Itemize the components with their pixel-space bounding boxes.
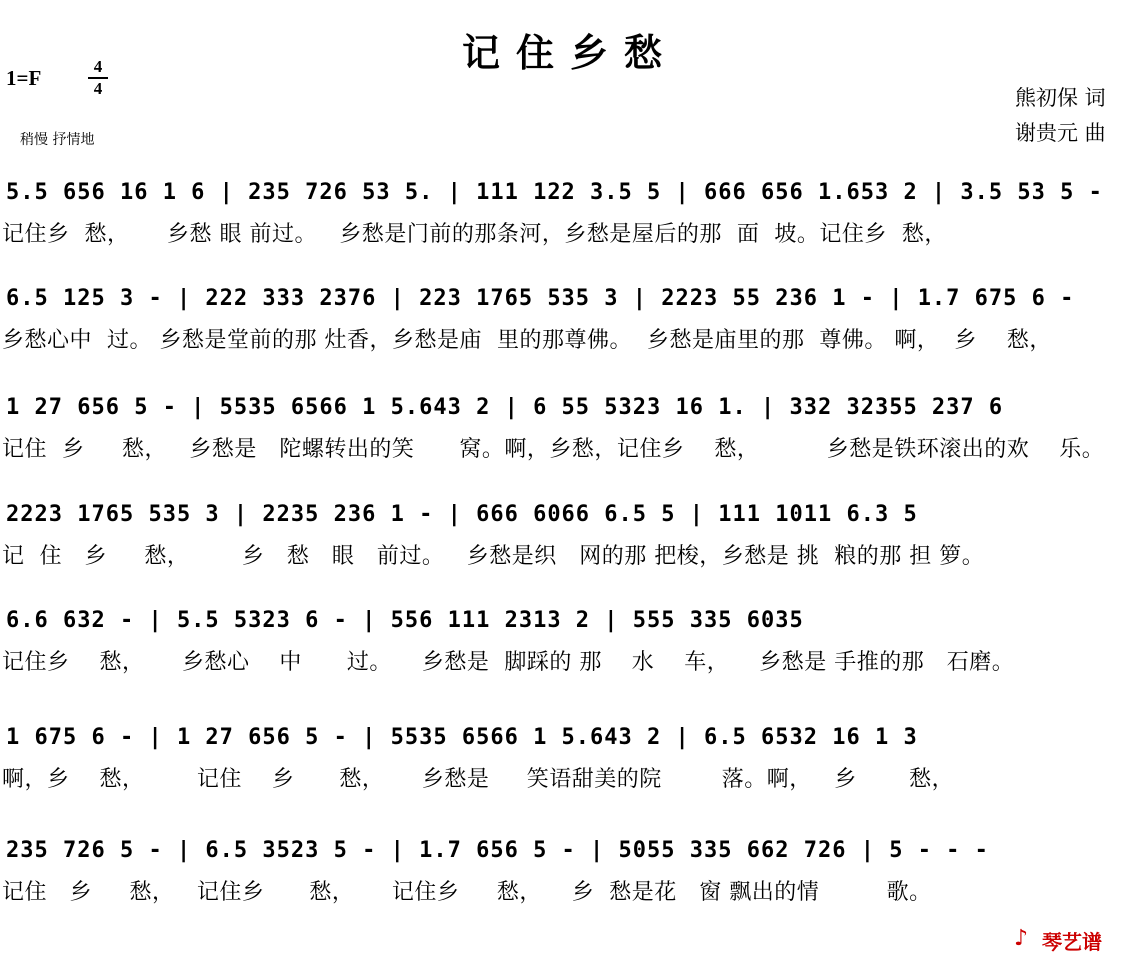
lyrics-row-7: 记住 乡 愁， 记住乡 愁， 记住乡 愁， 乡 愁是花 窗 飘出的情 歌。 (2, 880, 932, 905)
notes-row-1: 5.5 656 16 1 6 | 235 726 53 5. | 111 122 3.5 5 | 666 656 1.653 2 | 3.5 53 5 - (6, 180, 1103, 205)
song-title: 记住乡愁 (461, 31, 678, 75)
time-signature (88, 58, 108, 98)
time-signature-top: 4 (93, 57, 103, 76)
lyricist-credit: 熊初保 词 (1015, 86, 1106, 110)
tempo-marking: 稍慢 抒情地 (20, 132, 95, 148)
notes-row-7: 235 726 5 - | 6.5 3523 5 - | 1.7 656 5 - | 5055 335 662 726 | 5 - - - (6, 838, 989, 863)
lyrics-row-4: 记 住 乡 愁， 乡 愁 眼 前过。 乡愁是织 网的那 把梭，乡愁是 挑 粮的那 担 箩。 (2, 544, 985, 569)
notes-row-3: 1 27 656 5 - | 5535 6566 1 5.643 2 | 6 55 5323 16 1. | 332 32355 237 6 (6, 395, 1004, 420)
notes-row-6: 1 675 6 - | 1 27 656 5 - | 5535 6566 1 5.643 2 | 6.5 6532 16 1 3 (6, 725, 918, 750)
composer-credit: 谢贵元 曲 (1015, 121, 1106, 145)
watermark-text: 琴艺谱 (1042, 930, 1102, 954)
time-signature-bottom: 4 (93, 79, 103, 98)
lyrics-row-5: 记住乡 愁， 乡愁心 中 过。 乡愁是 脚踩的 那 水 车， 乡愁是 手推的那 石磨。 (2, 650, 1015, 675)
lyrics-row-6: 啊，乡 愁， 记住 乡 愁， 乡愁是 笑语甜美的院 落。啊， 乡 愁， (2, 767, 955, 792)
lyrics-row-3: 记住 乡 愁， 乡愁是 陀螺转出的笑 窝。啊，乡愁，记住乡 愁， 乡愁是铁环滚出的欢 乐。 (2, 437, 1105, 462)
lyrics-row-1: 记住乡 愁， 乡愁 眼 前过。 乡愁是门前的那条河，乡愁是屋后的那 面 坡。记住乡 愁， (2, 222, 947, 247)
key-signature: 1=F (6, 66, 42, 90)
notes-row-2: 6.5 125 3 - | 222 333 2376 | 223 1765 535 3 | 2223 55 236 1 - | 1.7 675 6 - (6, 286, 1075, 311)
watermark-logo (1014, 924, 1124, 956)
notes-row-4: 2223 1765 535 3 | 2235 236 1 - | 666 6066 6.5 5 | 111 1011 6.3 5 (6, 502, 918, 527)
music-logo-icon: ♪ (1014, 926, 1029, 951)
lyrics-row-2: 乡愁心中 过。 乡愁是堂前的那 灶香，乡愁是庙 里的那尊佛。 乡愁是庙里的那 尊佛。 啊， 乡 愁， (2, 328, 1052, 353)
notes-row-5: 6.6 632 - | 5.5 5323 6 - | 556 111 2313 2 | 555 335 6035 (6, 608, 804, 633)
